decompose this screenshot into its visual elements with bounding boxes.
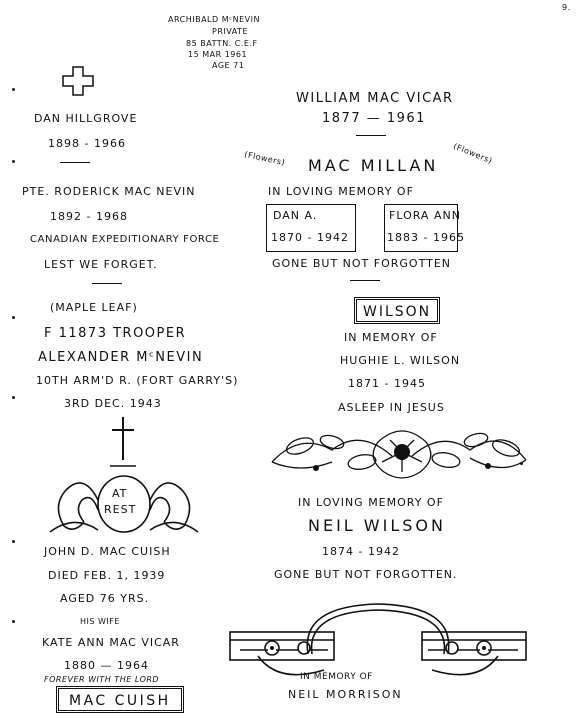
maccuish-surname: MAC CUISH: [69, 693, 171, 709]
neil-wilson-closing: GONE BUT NOT FORGOTTEN.: [274, 568, 458, 581]
macmillan-right-name: FLORA ANN: [389, 209, 461, 222]
margin-dot: [12, 316, 15, 319]
hughie-epitaph: ASLEEP IN JESUS: [338, 401, 445, 414]
roderick-dates: 1892 - 1968: [50, 210, 128, 223]
morrison-name: NEIL MORRISON: [288, 688, 403, 701]
margin-dot: [12, 396, 15, 399]
macmillan-flowers-left: (Flowers): [243, 149, 286, 168]
hughie-intro: IN MEMORY OF: [344, 331, 438, 344]
margin-dot: [12, 620, 15, 623]
alexander-name: ALEXANDER MᶜNEVIN: [38, 350, 204, 365]
page-number: 9.: [562, 3, 571, 12]
archibald-rank: PRIVATE: [212, 27, 248, 36]
separator: [60, 162, 90, 163]
alexander-unit: 10TH ARM'D R. (FORT GARRY'S): [36, 374, 239, 387]
maccuish-forever: FOREVER WITH THE LORD: [44, 675, 160, 684]
alexander-date: 3RD DEC. 1943: [64, 397, 162, 410]
neil-wilson-name: NEIL WILSON: [308, 516, 446, 535]
ribbon-garland-icon: [228, 596, 528, 688]
macmillan-right-box: [384, 204, 465, 252]
hughie-dates: 1871 - 1945: [348, 377, 426, 390]
alexander-service: F 11873 TROOPER: [44, 326, 187, 341]
macmillan-surname: MAC MILLAN: [308, 156, 439, 175]
margin-dot: [12, 540, 15, 543]
wilson-surname-box: [354, 297, 440, 324]
separator: [356, 135, 386, 136]
at-rest-top: AT: [112, 487, 128, 500]
maccuish-name: JOHN D. MAC CUISH: [44, 545, 171, 558]
macmillan-left-box: [266, 204, 356, 252]
maccuish-wife-name: KATE ANN MAC VICAR: [42, 636, 180, 649]
neil-wilson-intro: IN LOVING MEMORY OF: [298, 496, 444, 509]
archibald-name: ARCHIBALD MᶜNEVIN: [168, 15, 260, 24]
macmillan-flowers-right: (Flowers): [452, 141, 494, 166]
macvicar-dates: 1877 — 1961: [322, 111, 426, 126]
floral-garland-icon: [270, 422, 530, 484]
at-rest-bottom: REST: [104, 503, 137, 516]
separator: [92, 283, 122, 284]
cross-outline-icon: [62, 66, 94, 96]
roderick-name: PTE. RODERICK MAC NEVIN: [22, 185, 196, 198]
alexander-emblem: (MAPLE LEAF): [50, 301, 138, 314]
macmillan-left-name: DAN A.: [273, 209, 318, 222]
macmillan-right-dates: 1883 - 1965: [387, 231, 465, 244]
macmillan-intro: IN LOVING MEMORY OF: [268, 185, 414, 198]
maccuish-died: DIED FEB. 1, 1939: [48, 569, 166, 582]
latin-cross-icon: [108, 416, 138, 468]
archibald-age: AGE 71: [212, 61, 245, 70]
margin-dot: [12, 88, 15, 91]
neil-wilson-dates: 1874 - 1942: [322, 545, 400, 558]
roderick-motto: LEST WE FORGET.: [44, 258, 158, 271]
maccuish-wife-label: HIS WIFE: [80, 617, 120, 626]
hughie-name: HUGHIE L. WILSON: [340, 354, 461, 367]
hillgrove-name: DAN HILLGROVE: [34, 112, 138, 125]
maccuish-surname-box: [56, 686, 184, 713]
separator: [350, 280, 380, 281]
macmillan-closing: GONE BUT NOT FORGOTTEN: [272, 257, 452, 270]
morrison-intro: IN MEMORY OF: [300, 672, 373, 682]
roderick-force: CANADIAN EXPEDITIONARY FORCE: [30, 234, 220, 245]
macvicar-name: WILLIAM MAC VICAR: [296, 91, 454, 106]
margin-dot: [12, 160, 15, 163]
maccuish-age: AGED 76 YRS.: [60, 592, 150, 605]
hillgrove-dates: 1898 - 1966: [48, 137, 126, 150]
archibald-date: 15 MAR 1961: [188, 50, 248, 59]
archibald-unit: 85 BATTN. C.E.F: [186, 39, 258, 48]
macmillan-left-dates: 1870 - 1942: [271, 231, 349, 244]
wilson-surname: WILSON: [363, 304, 432, 320]
maccuish-wife-dates: 1880 — 1964: [64, 659, 149, 672]
